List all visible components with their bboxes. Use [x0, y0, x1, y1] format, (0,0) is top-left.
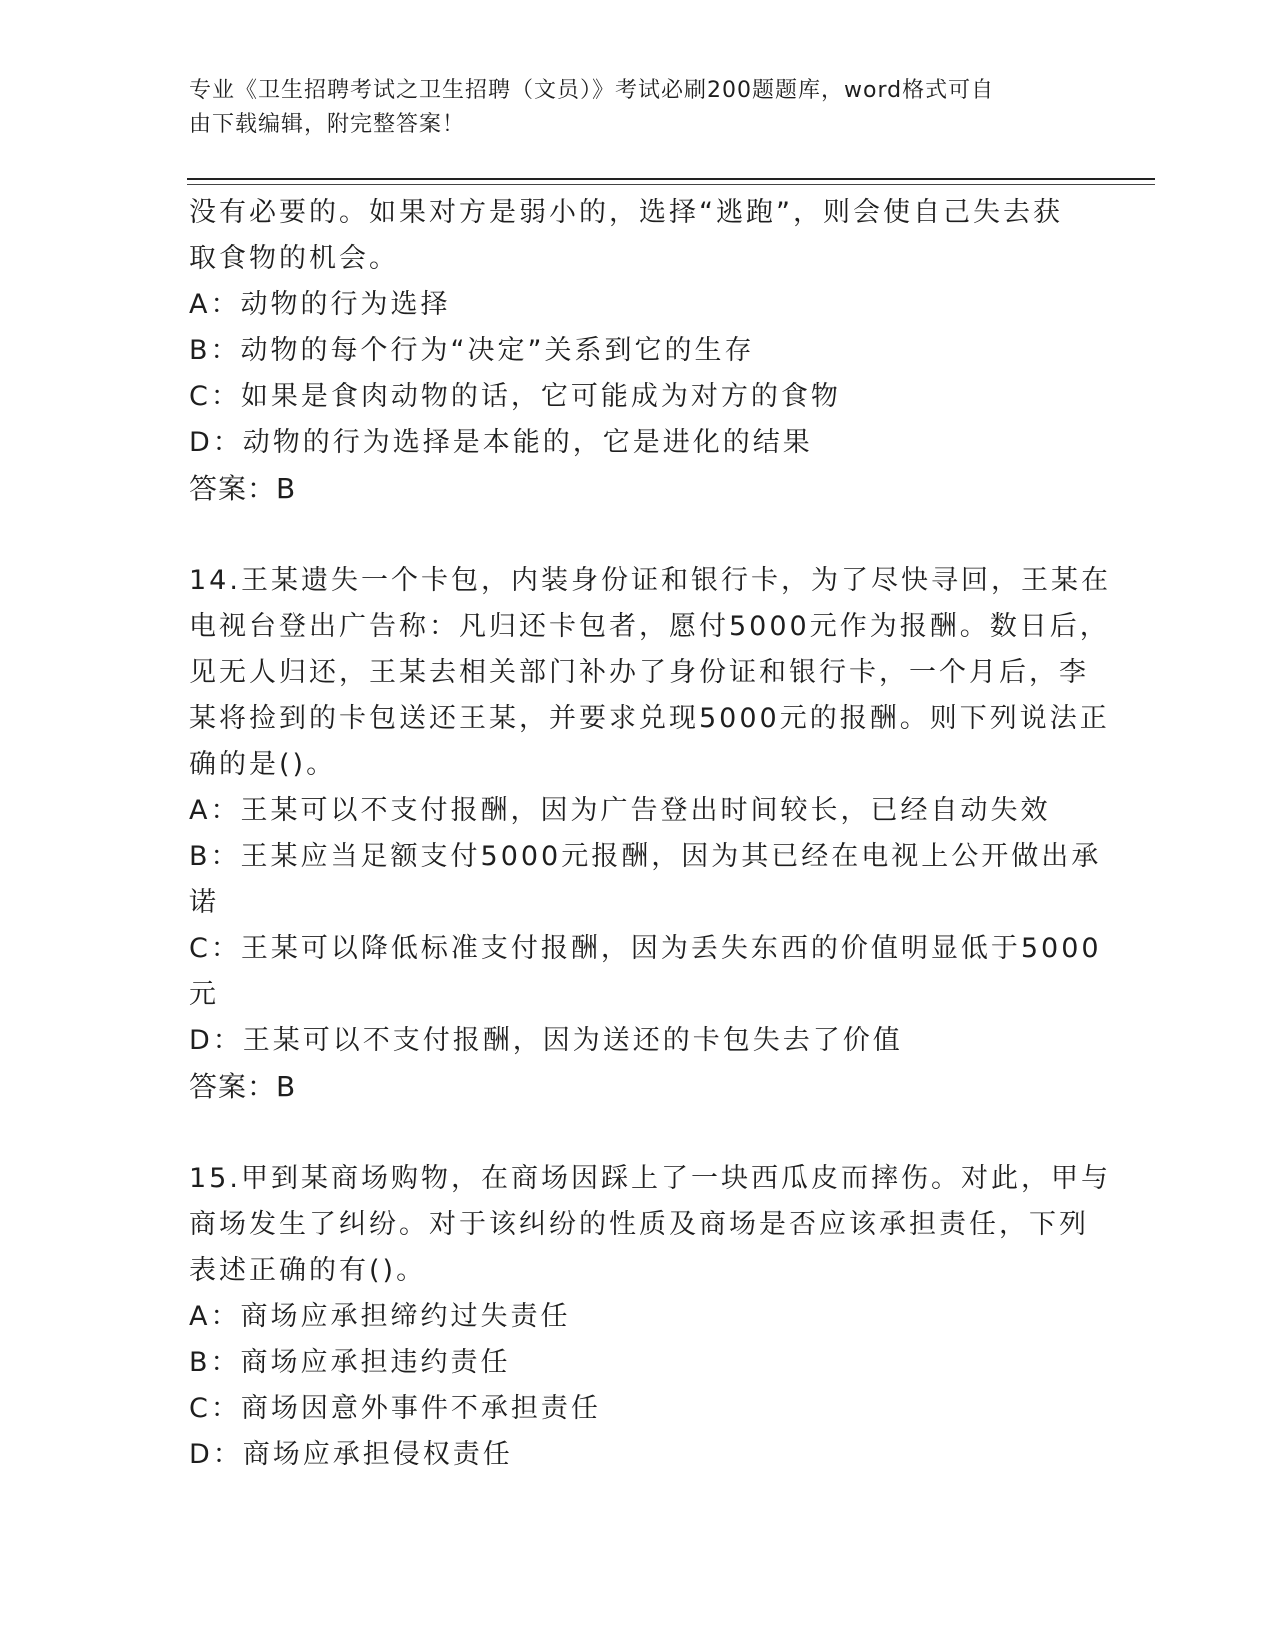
question-13-answer: 答案：B [189, 472, 297, 505]
question-15 [189, 1156, 1111, 1478]
question-14-stem-line-5: 确的是()。 [189, 749, 337, 780]
document-body [189, 190, 1111, 1478]
question-14-stem-line-3: 见无人归还，王某去相关部门补办了身份证和银行卡，一个月后，李 [189, 657, 1089, 688]
question-13 [189, 190, 1089, 512]
question-13-stem-line-1: 没有必要的。如果对方是弱小的，选择“逃跑”，则会使自己失去获 [189, 197, 1063, 228]
question-13-stem-line-2: 取食物的机会。 [189, 243, 399, 274]
question-14-option-c-line-2: 元 [189, 979, 219, 1010]
header-line-1: 专业《卫生招聘考试之卫生招聘（文员）》考试必刷200题题库，word格式可自 [189, 78, 995, 103]
question-14-option-a: A：王某可以不支付报酬，因为广告登出时间较长，已经自动失效 [189, 795, 1051, 826]
question-15-stem-line-2: 商场发生了纠纷。对于该纠纷的性质及商场是否应该承担责任，下列 [189, 1209, 1089, 1240]
question-14-option-d: D：王某可以不支付报酬，因为送还的卡包失去了价值 [189, 1025, 903, 1056]
question-14-stem-line-2: 电视台登出广告称：凡归还卡包者，愿付5000元作为报酬。数日后， [189, 611, 1110, 642]
header-line-2: 由下载编辑，附完整答案！ [189, 112, 466, 137]
document-header [189, 74, 1069, 142]
header-divider-thick [187, 178, 1155, 180]
question-14-answer: 答案：B [189, 1070, 297, 1103]
question-13-option-c: C：如果是食肉动物的话，它可能成为对方的食物 [189, 381, 841, 412]
spacer [189, 1110, 1089, 1156]
question-14 [189, 558, 1111, 1110]
question-15-option-d: D：商场应承担侵权责任 [189, 1439, 513, 1470]
spacer [189, 512, 1089, 558]
question-15-stem-line-3: 表述正确的有()。 [189, 1255, 427, 1286]
question-13-option-b: B：动物的每个行为“决定”关系到它的生存 [189, 335, 755, 366]
question-14-stem-line-1: 14.王某遗失一个卡包，内装身份证和银行卡，为了尽快寻回，王某在 [189, 565, 1111, 596]
question-15-option-c: C：商场因意外事件不承担责任 [189, 1393, 601, 1424]
question-14-option-b-line-1: B：王某应当足额支付5000元报酬，因为其已经在电视上公开做出承 [189, 841, 1102, 872]
question-15-option-b: B：商场应承担违约责任 [189, 1347, 511, 1378]
question-13-option-d: D：动物的行为选择是本能的，它是进化的结果 [189, 427, 813, 458]
question-14-option-c-line-1: C：王某可以降低标准支付报酬，因为丢失东西的价值明显低于5000 [189, 933, 1102, 964]
question-14-stem-line-4: 某将捡到的卡包送还王某，并要求兑现5000元的报酬。则下列说法正 [189, 703, 1110, 734]
header-divider-thin [187, 184, 1155, 185]
question-15-option-a: A：商场应承担缔约过失责任 [189, 1301, 571, 1332]
question-15-stem-line-1: 15.甲到某商场购物，在商场因踩上了一块西瓜皮而摔伤。对此，甲与 [189, 1163, 1111, 1194]
question-14-option-b-line-2: 诺 [189, 887, 219, 918]
question-13-option-a: A：动物的行为选择 [189, 289, 451, 320]
